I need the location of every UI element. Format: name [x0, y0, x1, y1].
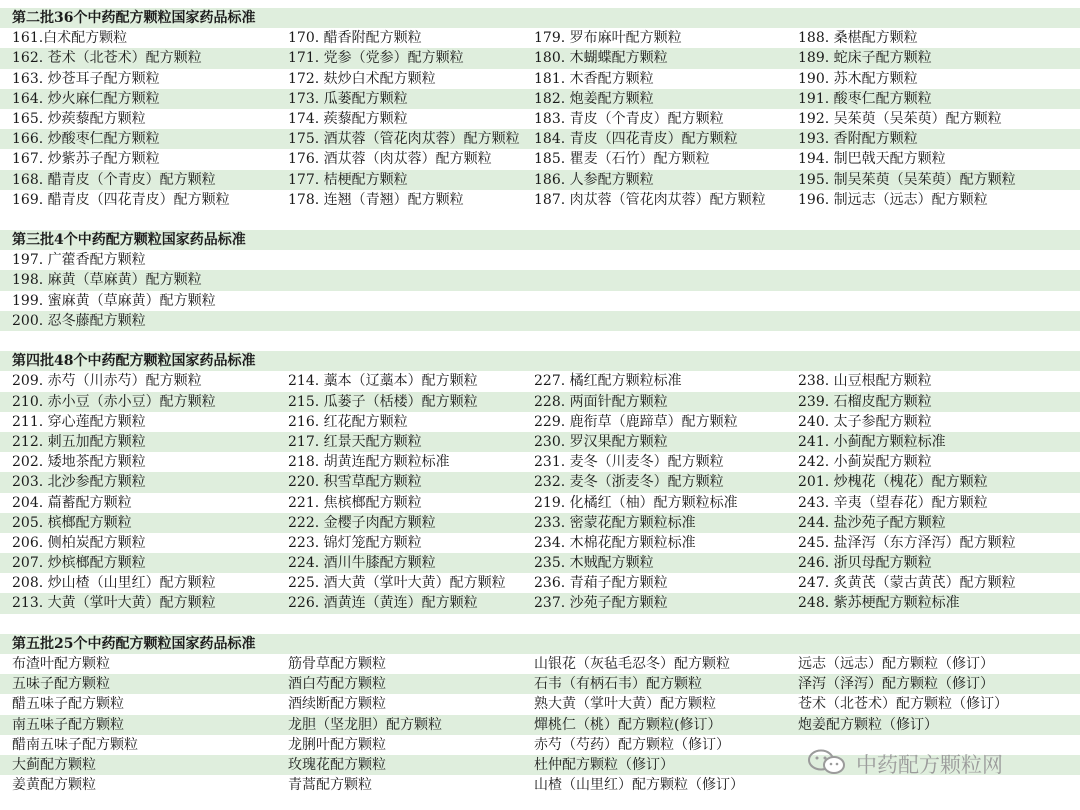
- table-row: [0, 129, 1080, 149]
- standard-item: 167. 炒紫苏子配方颗粒: [12, 151, 160, 168]
- standard-item: 姜黄配方颗粒: [12, 777, 96, 794]
- standard-item: 193. 香附配方颗粒: [798, 131, 918, 148]
- standard-item: 青蒿配方颗粒: [288, 777, 372, 794]
- standard-item: 178. 连翘（青翘）配方颗粒: [288, 191, 464, 208]
- standard-item: 164. 炒火麻仁配方颗粒: [12, 90, 160, 107]
- table-row: [0, 270, 1080, 290]
- standard-item: 炮姜配方颗粒（修订）: [798, 716, 938, 733]
- table-row: [0, 472, 1080, 492]
- standard-item: 醋南五味子配方颗粒: [12, 736, 138, 753]
- standard-item: [274, 250, 520, 270]
- table-row: [0, 48, 1080, 68]
- standard-item: 188. 桑椹配方颗粒: [798, 30, 918, 47]
- standard-item: 232. 麦冬（浙麦冬）配方颗粒: [534, 474, 724, 491]
- standard-item: 山楂（山里红）配方颗粒（修订）: [534, 777, 744, 794]
- table-row: [0, 250, 1080, 270]
- standard-item: 183. 青皮（个青皮）配方颗粒: [534, 110, 724, 127]
- standard-item: [274, 311, 520, 331]
- standard-item: 182. 炮姜配方颗粒: [534, 90, 654, 107]
- standard-item: 170. 醋香附配方颗粒: [288, 30, 422, 47]
- table-row: [0, 89, 1080, 109]
- standard-item: 207. 炒槟榔配方颗粒: [12, 555, 146, 572]
- standard-item: 235. 木贼配方颗粒: [534, 555, 654, 572]
- standard-item: 172. 麸炒白术配方颗粒: [288, 70, 436, 87]
- table-row: [0, 392, 1080, 412]
- standard-item: 玫瑰花配方颗粒: [288, 756, 386, 773]
- standard-item: 180. 木蝴蝶配方颗粒: [534, 50, 668, 67]
- standard-item: 169. 醋青皮（四花青皮）配方颗粒: [12, 191, 230, 208]
- table-row: [0, 452, 1080, 472]
- standard-item: 五味子配方颗粒: [12, 676, 110, 693]
- standard-item: [520, 291, 784, 311]
- standard-item: 203. 北沙参配方颗粒: [12, 474, 146, 491]
- standard-item: 198. 麻黄（草麻黄）配方颗粒: [12, 272, 202, 289]
- table-row: [0, 573, 1080, 593]
- standard-item: 214. 藁本（辽藁本）配方颗粒: [288, 373, 478, 390]
- standard-item: 223. 锦灯笼配方颗粒: [288, 534, 422, 551]
- standard-item: [274, 291, 520, 311]
- table-row: [0, 311, 1080, 331]
- table-row: [0, 715, 1080, 735]
- standard-item: 杜仲配方颗粒（修订）: [534, 756, 674, 773]
- batch-section: [0, 8, 1080, 210]
- standard-item: [520, 270, 784, 290]
- table-row: [0, 533, 1080, 553]
- section-title: 第五批25个中药配方颗粒国家药品标准: [0, 634, 1080, 654]
- section-title: 第三批4个中药配方颗粒国家药品标准: [0, 230, 1080, 250]
- standard-item: 240. 太子参配方颗粒: [798, 413, 932, 430]
- standard-item: 201. 炒槐花（槐花）配方颗粒: [798, 474, 988, 491]
- standard-item: 222. 金樱子肉配方颗粒: [288, 514, 436, 531]
- standard-item: 224. 酒川牛膝配方颗粒: [288, 555, 436, 572]
- standard-item: [520, 311, 784, 331]
- standard-item: 石韦（有柄石韦）配方颗粒: [534, 676, 702, 693]
- standard-item: 197. 广藿香配方颗粒: [12, 252, 146, 269]
- wechat-icon: [806, 748, 848, 781]
- standard-item: 199. 蜜麻黄（草麻黄）配方颗粒: [12, 292, 216, 309]
- standard-item: 174. 蒺藜配方颗粒: [288, 110, 408, 127]
- standard-item: 177. 桔梗配方颗粒: [288, 171, 408, 188]
- table-row: [0, 170, 1080, 190]
- standard-item: 185. 瞿麦（石竹）配方颗粒: [534, 151, 710, 168]
- standard-item: 179. 罗布麻叶配方颗粒: [534, 30, 682, 47]
- standard-item: 燀桃仁（桃）配方颗粒(修订）: [534, 716, 722, 733]
- standard-item: 239. 石榴皮配方颗粒: [798, 393, 932, 410]
- standard-item: 246. 浙贝母配方颗粒: [798, 555, 932, 572]
- standard-item: 225. 酒大黄（掌叶大黄）配方颗粒: [288, 575, 506, 592]
- standard-item: 248. 紫苏梗配方颗粒标准: [798, 595, 960, 612]
- standard-item: [784, 250, 1080, 270]
- standard-item: 244. 盐沙苑子配方颗粒: [798, 514, 946, 531]
- table-row: [0, 493, 1080, 513]
- standard-item: 187. 肉苁蓉（管花肉苁蓉）配方颗粒: [534, 191, 766, 208]
- standard-item: 208. 炒山楂（山里红）配方颗粒: [12, 575, 216, 592]
- standard-item: 161.白术配方颗粒: [12, 30, 128, 47]
- standard-item: 192. 吴茱萸（吴茱萸）配方颗粒: [798, 110, 1002, 127]
- table-row: [0, 109, 1080, 129]
- standard-item: 熟大黄（掌叶大黄）配方颗粒: [534, 696, 716, 713]
- standard-item: 219. 化橘红（柚）配方颗粒标准: [534, 494, 738, 511]
- standard-item: 206. 侧柏炭配方颗粒: [12, 534, 146, 551]
- spacer: [0, 331, 1080, 351]
- standard-item: 204. 萹蓄配方颗粒: [12, 494, 132, 511]
- standard-item: 苍术（北苍术）配方颗粒（修订）: [798, 696, 1008, 713]
- standard-item: 215. 瓜蒌子（栝楼）配方颗粒: [288, 393, 478, 410]
- standard-item: 209. 赤芍（川赤芍）配方颗粒: [12, 373, 202, 390]
- standard-item: 228. 两面针配方颗粒: [534, 393, 668, 410]
- standard-item: 泽泻（泽泻）配方颗粒（修订）: [798, 676, 994, 693]
- standard-item: 酒白芍配方颗粒: [288, 676, 386, 693]
- section-title: 第四批48个中药配方颗粒国家药品标准: [0, 351, 1080, 371]
- table-row: [0, 553, 1080, 573]
- standard-item: 190. 苏木配方颗粒: [798, 70, 918, 87]
- table-row: [0, 291, 1080, 311]
- table-row: [0, 149, 1080, 169]
- standard-item: 231. 麦冬（川麦冬）配方颗粒: [534, 454, 724, 471]
- standard-item: 酒续断配方颗粒: [288, 696, 386, 713]
- standard-item: 赤芍（芍药）配方颗粒（修订）: [534, 736, 730, 753]
- standard-item: 202. 矮地茶配方颗粒: [12, 454, 146, 471]
- standard-item: 175. 酒苁蓉（管花肉苁蓉）配方颗粒: [288, 131, 520, 148]
- standard-item: 龙胆（坚龙胆）配方颗粒: [288, 716, 442, 733]
- table-row: [0, 371, 1080, 391]
- standard-item: 236. 青葙子配方颗粒: [534, 575, 668, 592]
- standard-item: [784, 311, 1080, 331]
- standard-item: 218. 胡黄连配方颗粒标准: [288, 454, 450, 471]
- standard-item: 163. 炒苍耳子配方颗粒: [12, 70, 160, 87]
- watermark-text: 中药配方颗粒网: [856, 753, 1003, 777]
- standard-item: 大蓟配方颗粒: [12, 756, 96, 773]
- standard-item: 醋五味子配方颗粒: [12, 696, 124, 713]
- standard-item: 233. 密蒙花配方颗粒标准: [534, 514, 696, 531]
- standard-item: 176. 酒苁蓉（肉苁蓉）配方颗粒: [288, 151, 492, 168]
- spacer: [0, 614, 1080, 634]
- table-row: [0, 190, 1080, 210]
- standard-item: 龙脷叶配方颗粒: [288, 736, 386, 753]
- standard-item: 189. 蛇床子配方颗粒: [798, 50, 932, 67]
- watermark: [806, 750, 1003, 778]
- batch-section: [0, 230, 1080, 331]
- standard-item: 247. 炙黄芪（蒙古黄芪）配方颗粒: [798, 575, 1016, 592]
- table-row: [0, 69, 1080, 89]
- table-row: [0, 432, 1080, 452]
- standard-item: 243. 辛夷（望春花）配方颗粒: [798, 494, 988, 511]
- standard-item: 229. 鹿衔草（鹿蹄草）配方颗粒: [534, 413, 738, 430]
- table-row: [0, 593, 1080, 613]
- standard-item: 筋骨草配方颗粒: [288, 656, 386, 672]
- standard-item: 195. 制吴茱萸（吴茱萸）配方颗粒: [798, 171, 1016, 188]
- standard-item: 165. 炒蒺藜配方颗粒: [12, 110, 146, 127]
- standard-item: 162. 苍术（北苍术）配方颗粒: [12, 50, 202, 67]
- standard-item: 南五味子配方颗粒: [12, 716, 124, 733]
- standard-item: 237. 沙苑子配方颗粒: [534, 595, 668, 612]
- standard-item: 241. 小蓟配方颗粒标准: [798, 433, 946, 450]
- standard-item: 216. 红花配方颗粒: [288, 413, 408, 430]
- table-row: [0, 513, 1080, 533]
- standard-item: 181. 木香配方颗粒: [534, 70, 654, 87]
- standard-item: 166. 炒酸枣仁配方颗粒: [12, 131, 160, 148]
- standard-item: 194. 制巴戟天配方颗粒: [798, 151, 946, 168]
- standard-item: 196. 制远志（远志）配方颗粒: [798, 191, 988, 208]
- table-row: [0, 28, 1080, 48]
- standard-item: [784, 291, 1080, 311]
- standard-item: 173. 瓜蒌配方颗粒: [288, 90, 408, 107]
- standard-item: 212. 刺五加配方颗粒: [12, 433, 146, 450]
- standard-item: 242. 小蓟炭配方颗粒: [798, 454, 932, 471]
- standard-item: 205. 槟榔配方颗粒: [12, 514, 132, 531]
- standard-item: 山银花（灰毡毛忍冬）配方颗粒: [534, 656, 730, 672]
- section-title: 第二批36个中药配方颗粒国家药品标准: [0, 8, 1080, 28]
- standard-item: 210. 赤小豆（赤小豆）配方颗粒: [12, 393, 216, 410]
- standard-item: [784, 270, 1080, 290]
- standard-item: [520, 250, 784, 270]
- standard-item: 200. 忍冬藤配方颗粒: [12, 312, 146, 329]
- standard-item: 234. 木棉花配方颗粒标准: [534, 534, 696, 551]
- standard-item: 230. 罗汉果配方颗粒: [534, 433, 668, 450]
- standard-item: 168. 醋青皮（个青皮）配方颗粒: [12, 171, 216, 188]
- standard-item: 184. 青皮（四花青皮）配方颗粒: [534, 131, 738, 148]
- table-row: [0, 654, 1080, 674]
- standard-item: 245. 盐泽泻（东方泽泻）配方颗粒: [798, 534, 1016, 551]
- standard-item: 布渣叶配方颗粒: [12, 656, 110, 672]
- standard-item: 171. 党参（党参）配方颗粒: [288, 50, 464, 67]
- table-row: [0, 694, 1080, 714]
- standard-item: 211. 穿心莲配方颗粒: [12, 413, 146, 430]
- standard-item: [274, 270, 520, 290]
- standard-item: 238. 山豆根配方颗粒: [798, 373, 932, 390]
- table-row: [0, 412, 1080, 432]
- standard-item: 191. 酸枣仁配方颗粒: [798, 90, 932, 107]
- standard-item: 227. 橘红配方颗粒标准: [534, 373, 682, 390]
- standard-item: 远志（远志）配方颗粒（修订）: [798, 656, 994, 672]
- spacer: [0, 210, 1080, 230]
- batch-section: [0, 351, 1080, 613]
- standard-item: 221. 焦槟榔配方颗粒: [288, 494, 422, 511]
- table-row: [0, 674, 1080, 694]
- standard-item: 226. 酒黄连（黄连）配方颗粒: [288, 595, 478, 612]
- standard-item: 186. 人参配方颗粒: [534, 171, 654, 188]
- standard-item: 217. 红景天配方颗粒: [288, 433, 422, 450]
- standard-item: 220. 积雪草配方颗粒: [288, 474, 422, 491]
- standard-item: 213. 大黄（掌叶大黄）配方颗粒: [12, 595, 216, 612]
